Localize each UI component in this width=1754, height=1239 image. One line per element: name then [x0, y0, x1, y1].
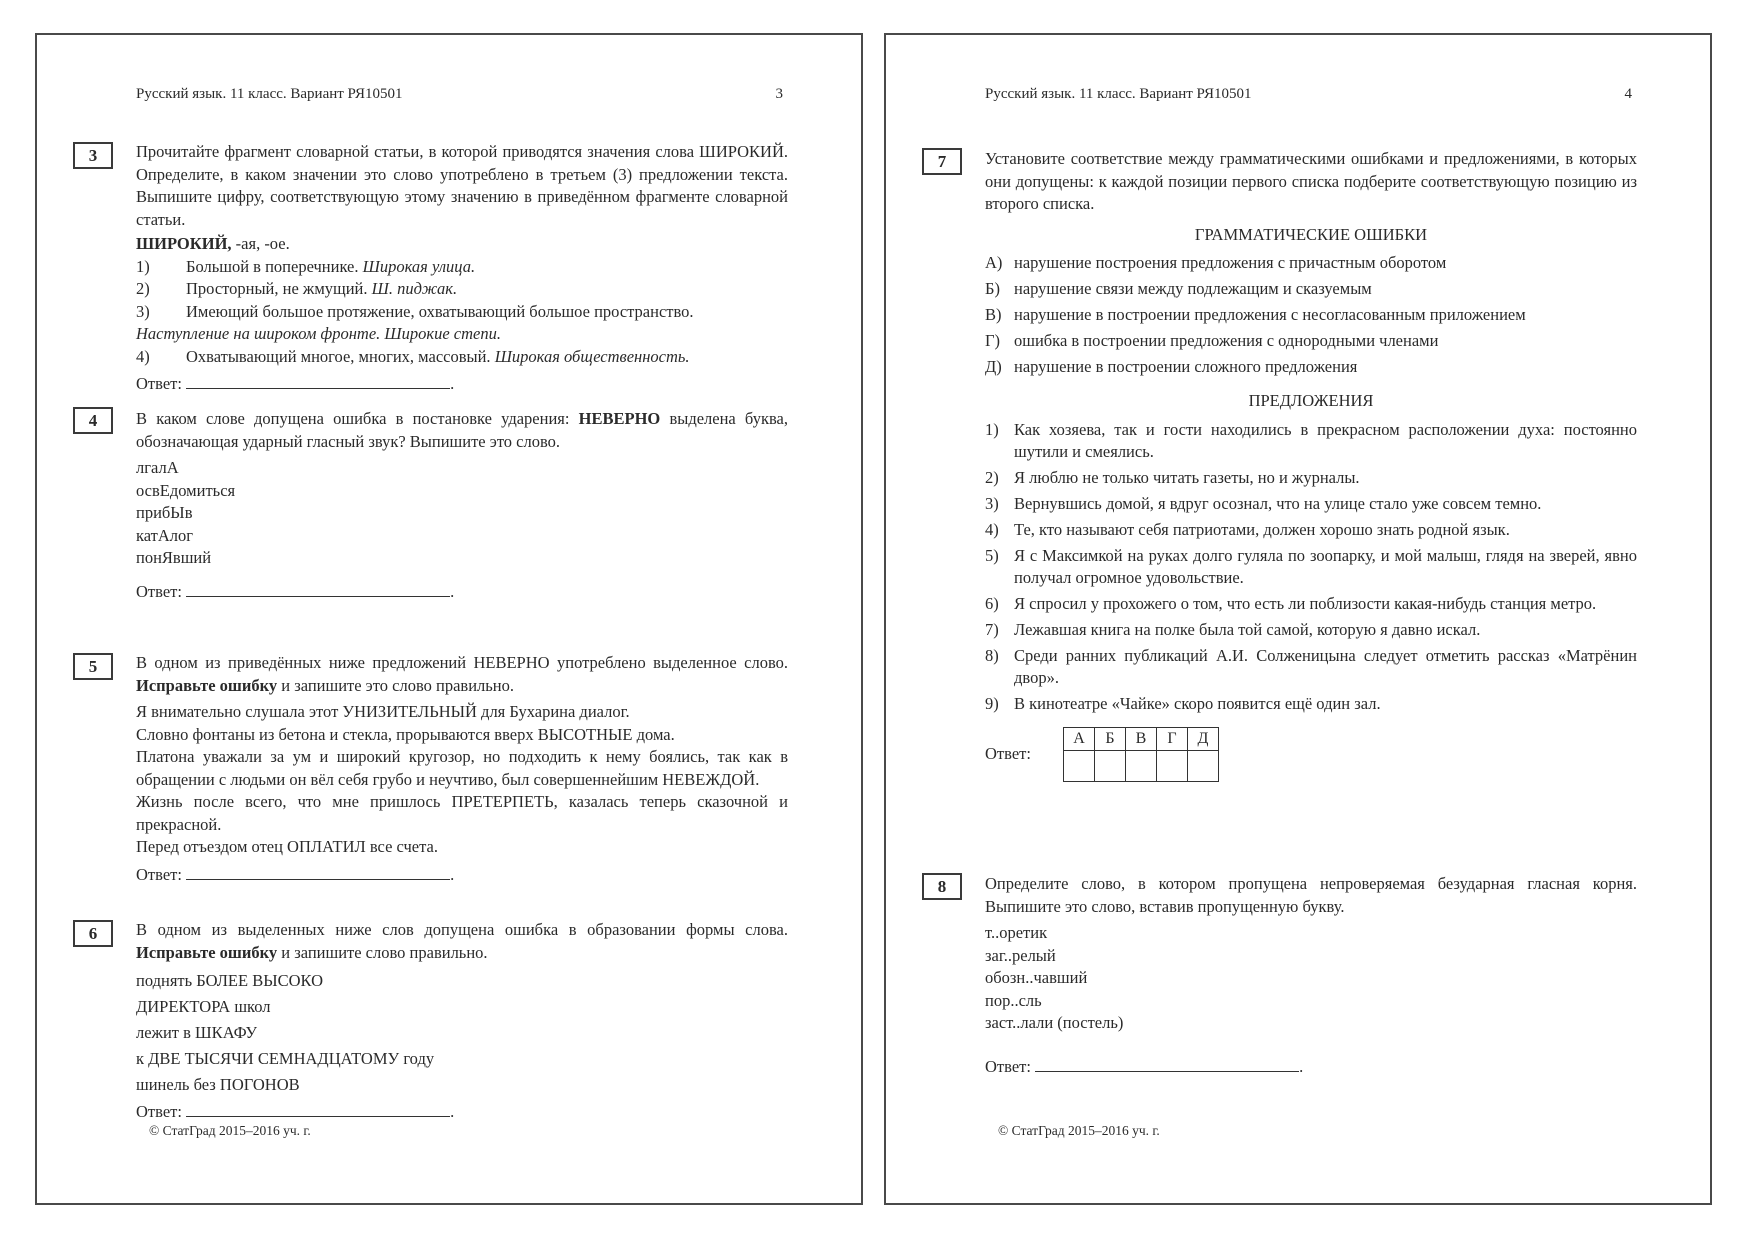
answer-label: Ответ: — [136, 581, 182, 601]
list-item: Словно фонтаны из бетона и стекла, прорываются вверх ВЫСОТНЫЕ дома. — [136, 724, 675, 744]
sentence-item: 3) Вернувшись домой, я вдруг осознал, что на улице стало уже совсем темно. — [985, 493, 1542, 513]
answer-line[interactable] — [1035, 1055, 1299, 1072]
answer-row: Ответ: . — [136, 1102, 455, 1121]
list-item: лежит в ШКАФУ — [136, 1023, 258, 1042]
answer-table — [1063, 727, 1219, 783]
answer-table-header: В — [1126, 727, 1157, 751]
error-item-a: А) нарушение построения предложения с причастным оборотом — [985, 253, 1447, 272]
answer-table-header: Г — [1157, 727, 1188, 751]
list-item: понЯвший — [136, 548, 212, 567]
page-number: 3 — [775, 86, 783, 102]
task-number-box: 8 — [922, 873, 962, 900]
answer-line[interactable] — [186, 1100, 450, 1117]
error-item-g: Г) ошибка в построении предложения с однородными членами — [985, 331, 1439, 350]
task-question: В каком слове допущена ошибка в постановке ударения: НЕВЕРНО выделена буква, обозначающая ударный гласный звук? Выпишите это слово. — [136, 409, 788, 451]
page-4 — [884, 33, 1712, 1205]
list-item: к ДВЕ ТЫСЯЧИ СЕМНАДЦАТОМУ году — [136, 1049, 435, 1068]
sentence-item: 9) В кинотеатре «Чайке» скоро появится ещё один зал. — [985, 693, 1381, 713]
task-question: В одном из приведённых ниже предложений НЕВЕРНО употреблено выделенное слово. Исправьте ошибку и запишите это слово правильно. — [136, 653, 788, 695]
task-question: Прочитайте фрагмент словарной статьи, в которой приводятся значения слова ШИРОКИЙ. Определите, в каком значении это слово употреблено в третьем (3) предложении текста. Выпишите цифру, соответствующую этому значению в приведённом фрагменте словарной статьи. — [136, 142, 788, 229]
answer-cell[interactable] — [1064, 751, 1095, 782]
error-item-d: Д) нарушение в построении сложного предложения — [985, 357, 1358, 376]
task-6 — [88, 919, 788, 1124]
list-item: пор..сль — [985, 990, 1042, 1010]
answer-cell[interactable] — [1095, 751, 1126, 782]
sentence-item: 6) Я спросил у прохожего о том, что есть ли поблизости какая-нибудь станция метро. — [985, 593, 1597, 613]
answer-line[interactable] — [186, 863, 450, 880]
list-item: катАлог — [136, 525, 194, 545]
answer-row: Ответ: . — [136, 374, 455, 393]
list-item: освЕдомиться — [136, 480, 236, 500]
sentence-item: 2) Я люблю не только читать газеты, но и журналы. — [985, 467, 1360, 487]
sentence-item: 5) Я с Максимкой на руках долго гуляла по зоопарку, и мой малыш, глядя на зверей, явно получал огромное удовольствие. — [985, 545, 1637, 587]
answer-table-header: А — [1064, 727, 1095, 751]
list-item: ДИРЕКТОРА школ — [136, 997, 271, 1016]
page-header-title: Русский язык. 11 класс. Вариант РЯ10501 — [985, 86, 1252, 102]
task-question: Установите соответствие между грамматическими ошибками и предложениями, в которых они допущены: к каждой позиции первого списка подберите соответствующую позицию из второго списка. — [985, 149, 1637, 213]
phrase-list — [136, 968, 788, 1098]
sentence-list — [136, 701, 788, 859]
list-item: Перед отъездом отец ОПЛАТИЛ все счета. — [136, 837, 438, 856]
answer-cell[interactable] — [1157, 751, 1188, 782]
page-number: 4 — [1624, 86, 1632, 102]
list-item: прибЫв — [136, 503, 193, 522]
sentence-item: 4) Те, кто называют себя патриотами, должен хорошо знать родной язык. — [985, 519, 1510, 539]
meaning-3-example: Наступление на широком фронте. Широкие степи. — [136, 324, 501, 343]
task-8 — [937, 873, 1637, 1078]
page-footer: © СтатГрад 2015–2016 уч. г. — [149, 1123, 311, 1138]
meaning-1: 1) Большой в поперечнике. Широкая улица. — [136, 256, 476, 276]
list-item: лгалА — [136, 458, 179, 477]
meaning-4: 4) Охватывающий многое, многих, массовый. Широкая общественность. — [136, 346, 690, 366]
answer-cell[interactable] — [1126, 751, 1157, 782]
task-4 — [88, 408, 788, 603]
list-item: обозн..чавший — [985, 968, 1088, 987]
task-5 — [88, 652, 788, 886]
task-number-box: 3 — [73, 142, 113, 169]
error-item-b: Б) нарушение связи между подлежащим и сказуемым — [985, 279, 1372, 298]
headword: ШИРОКИЙ, — [136, 234, 232, 253]
list-item: Я внимательно слушала этот УНИЗИТЕЛЬНЫЙ для Бухарина диалог. — [136, 702, 630, 721]
task-number-box: 4 — [73, 407, 113, 434]
answer-label: Ответ: — [136, 864, 182, 884]
errors-list — [985, 252, 1637, 378]
task-3 — [88, 141, 788, 396]
answer-label: Ответ: — [136, 374, 182, 393]
list-item: заг..релый — [985, 945, 1056, 965]
headword-ending: -ая, -ое. — [231, 234, 290, 253]
dictionary-headword — [136, 233, 788, 256]
list-item: поднять БОЛЕЕ ВЫСОКО — [136, 971, 324, 990]
answer-line[interactable] — [186, 372, 450, 389]
word-list — [136, 457, 788, 570]
answer-table-row — [985, 727, 1637, 783]
page-header-title: Русский язык. 11 класс. Вариант РЯ10501 — [136, 86, 403, 102]
list-item: заст..лали (постель) — [985, 1013, 1124, 1032]
page-footer: © СтатГрад 2015–2016 уч. г. — [998, 1123, 1160, 1138]
list-item: Жизнь после всего, что мне пришлось ПРЕТЕРПЕТЬ, казалась теперь сказочной и прекрасной. — [136, 792, 788, 834]
answer-label: Ответ: — [136, 1102, 182, 1121]
page-3 — [35, 33, 863, 1205]
answer-cell[interactable] — [1188, 751, 1219, 782]
answer-table-header: Б — [1095, 727, 1126, 751]
sentence-item: 8) Среди ранних публикаций А.И. Солженицына следует отметить рассказ «Матрёнин двор». — [985, 645, 1637, 687]
sentence-item: 7) Лежавшая книга на полке была той самой, которую я давно искал. — [985, 619, 1481, 639]
task-number-box: 5 — [73, 653, 113, 680]
task-question: В одном из выделенных ниже слов допущена ошибка в образовании формы слова. Исправьте ошибку и запишите слово правильно. — [136, 920, 788, 962]
task-question: Определите слово, в котором пропущена непроверяемая безударная гласная корня. Выпишите это слово, вставив пропущенную букву. — [985, 874, 1637, 916]
list-item: Платона уважали за ум и широкий кругозор, но подходить к нему боялись, так как в обращении с людьми он вёл себя грубо и неучтиво, был совершеннейшим НЕВЕЖДОЙ. — [136, 747, 788, 789]
task-number-box: 6 — [73, 920, 113, 947]
answer-table-header: Д — [1188, 727, 1219, 751]
list-item: шинель без ПОГОНОВ — [136, 1075, 300, 1094]
answer-row: Ответ: . — [136, 864, 455, 884]
answer-row: Ответ: . — [136, 581, 455, 601]
errors-section-title: ГРАММАТИЧЕСКИЕ ОШИБКИ — [1194, 224, 1428, 244]
task-number-box: 7 — [922, 148, 962, 175]
sentence-item: 1) Как хозяева, так и гости находились в прекрасном расположении духа: постоянно шутили и смеялись. — [985, 419, 1637, 461]
answer-label: Ответ: — [985, 744, 1031, 763]
meaning-3: 3) Имеющий большое протяжение, охватывающий большое пространство. — [136, 301, 694, 321]
error-item-v: В) нарушение в построении предложения с несогласованным приложением — [985, 305, 1526, 324]
sentences-list — [985, 419, 1637, 715]
word-list — [985, 922, 1637, 1035]
list-item: т..оретик — [985, 923, 1048, 942]
answer-row: Ответ: . — [985, 1056, 1304, 1076]
sentences-section-title: ПРЕДЛОЖЕНИЯ — [1248, 391, 1374, 410]
meaning-2: 2) Просторный, не жмущий. Ш. пиджак. — [136, 279, 458, 298]
task-7 — [937, 148, 1637, 782]
answer-line[interactable] — [186, 580, 450, 597]
answer-label: Ответ: — [985, 1056, 1031, 1076]
